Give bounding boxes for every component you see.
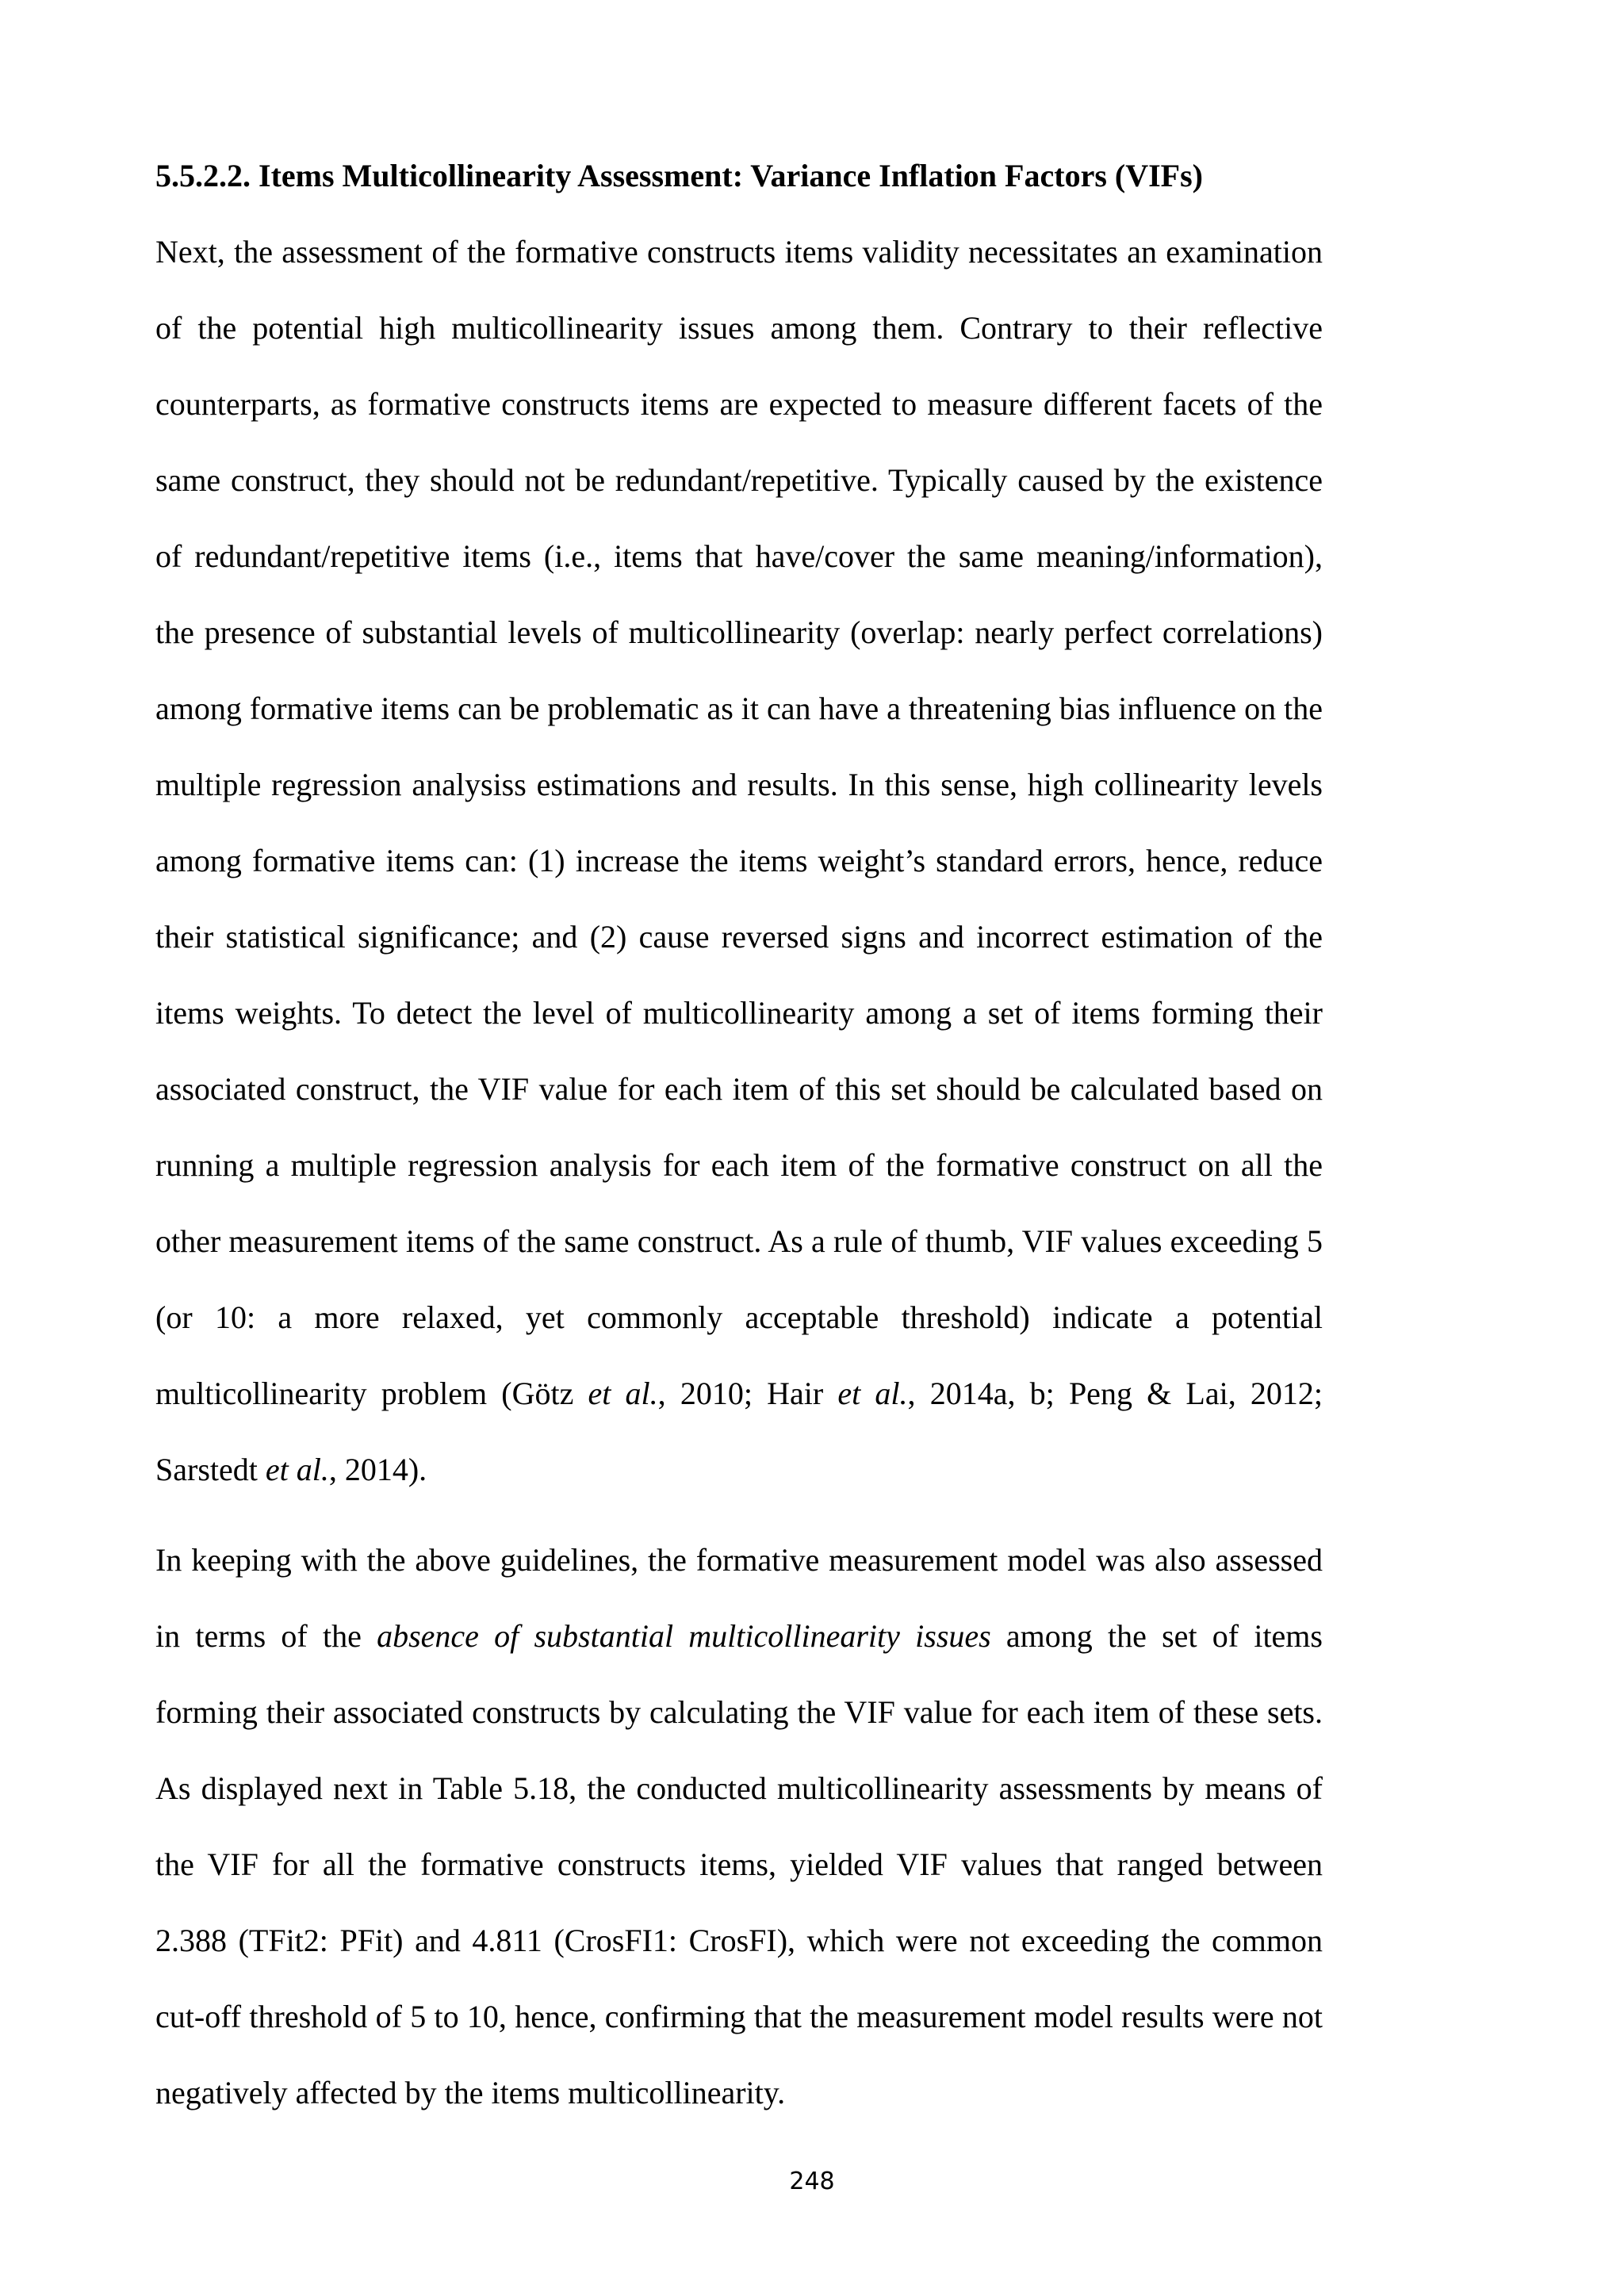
citation-etal: et al.: [265, 1452, 329, 1487]
citation-etal: et al.: [837, 1376, 908, 1411]
section-heading: 5.5.2.2. Items Multicollinearity Assessment: Variance Inflation Factors (VIFs): [155, 158, 1203, 193]
citation-text: , 2014).: [328, 1452, 427, 1487]
citation-text: , 2010; Hair: [657, 1376, 838, 1411]
paragraph-vif-results: [155, 1522, 1323, 2131]
paragraph-body-text: among the set of items forming their associated constructs by calculating the VIF value for each item of these sets. As displayed next in Table 5.18, the conducted multicollinearity assessments by means of the VIF for all the formative constructs items, yielded VIF values that ranged between 2.388 (TFit2: PFit) and 4.811 (CrosFI1: CrosFI), which were not exceeding the common cut-off threshold of 5 to 10, hence, confirming that the measurement model results were not negatively affected by the items multicollinearity.: [155, 1618, 1323, 2110]
citation-etal: et al.: [588, 1376, 658, 1411]
page-number: 248: [789, 2168, 835, 2195]
paragraph-body-text: In keeping with the above guidelines, the formative measurement model was also assessed in terms of the: [155, 1542, 1323, 1654]
paragraph-body-text: Next, the assessment of the formative constructs items validity necessitates an examination of the potential high multicollinearity issues among them. Contrary to their reflective counterparts, as formative constructs items are expected to measure different facets of the same construct, they should not be redundant/repetitive. Typically caused by the existence of redundant/repetitive items (i.e., items that have/cover the same meaning/information), the presence of substantial levels of multicollinearity (overlap: nearly perfect correlations) among formative items can be problematic as it can have a threatening bias influence on the multiple regression analysiss estimations and results. In this sense, high collinearity levels among formative items can: (1) increase the items weight’s standard errors, hence, reduce their statistical significance; and (2) cause reversed signs and incorrect estimation of the items weights. To detect the level of multicollinearity among a set of items forming their associated construct, the VIF value for each item of this set should be calculated based on running a multiple regression analysis for each item of the formative construct on all the other measurement items of the same construct. As a rule of thumb, VIF values exceeding 5 (or 10: a more relaxed, yet commonly acceptable threshold) indicate a potential multicollinearity problem (Götz: [155, 234, 1323, 1411]
paragraph-vif-rationale: [155, 214, 1323, 1508]
citation-text: , 2014a, b; Peng & Lai, 2012; Sarstedt: [155, 1376, 1323, 1487]
emphasis-text: absence of substantial multicollinearity issues: [377, 1618, 991, 1654]
